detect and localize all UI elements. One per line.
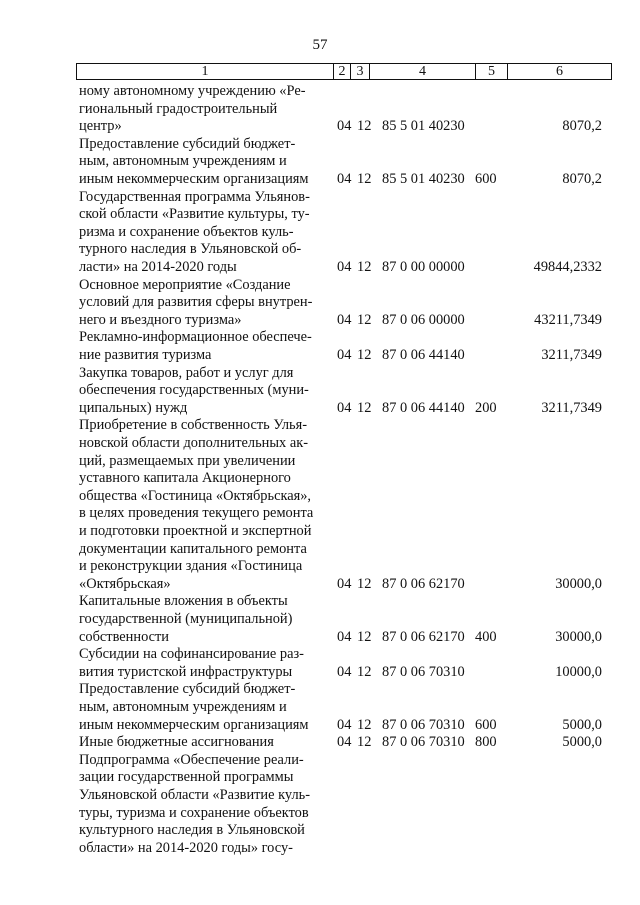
- description-line: и реконструкции здания «Гостиница: [79, 558, 303, 575]
- col-razdel: 12: [357, 311, 372, 328]
- col-csr: 87 0 06 70310: [382, 734, 465, 751]
- col-ved: 04: [337, 258, 352, 275]
- row-description: [79, 681, 331, 734]
- description-line: центр»: [79, 118, 122, 135]
- description-line: Государственная программа Ульянов-: [79, 188, 310, 205]
- col-ved: 04: [337, 170, 352, 187]
- col-csr: 87 0 06 62170: [382, 575, 465, 592]
- description-line: ному автономному учреждению «Ре-: [79, 83, 306, 99]
- col-ved: 04: [337, 716, 352, 733]
- col-amount: 10000,0: [555, 663, 602, 680]
- description-line: Субсидии на софинансирование раз-: [79, 646, 304, 663]
- description-line: ризма и сохранение объектов куль-: [79, 223, 294, 240]
- col-amount: 5000,0: [562, 716, 602, 733]
- description-line: государственной (муниципальной): [79, 610, 293, 627]
- row-description: [79, 417, 331, 593]
- description-line: Основное мероприятие «Создание: [79, 276, 291, 293]
- description-line: ным, автономным учреждениям и: [79, 698, 287, 715]
- description-line: общества «Гостиница «Октябрьская»,: [79, 487, 312, 504]
- col-vr: 400: [475, 628, 497, 645]
- description-line: в целях проведения текущего ремонта: [79, 505, 314, 522]
- col-vr: 800: [475, 734, 497, 751]
- description-line: ципальных) нужд: [79, 399, 188, 416]
- row-description: [79, 277, 331, 330]
- header-col-6: 6: [556, 64, 563, 79]
- col-amount: 49844,2332: [533, 258, 602, 275]
- header-col-3: 3: [351, 64, 370, 79]
- header-col-5: 5: [476, 64, 508, 79]
- col-csr: 87 0 06 44140: [382, 399, 465, 416]
- description-line: турного наследия в Ульяновской об-: [79, 241, 302, 258]
- col-razdel: 12: [357, 258, 372, 275]
- description-line: Иные бюджетные ассигнования: [79, 734, 274, 751]
- description-line: и подготовки проектной и экспертной: [79, 522, 312, 539]
- col-vr: 600: [475, 170, 497, 187]
- row-description: [79, 593, 331, 646]
- col-ved: 04: [337, 118, 352, 135]
- col-amount: 3211,7349: [541, 399, 602, 416]
- description-line: области» на 2014-2020 годы» госу-: [79, 839, 293, 856]
- col-razdel: 12: [357, 663, 372, 680]
- row-description: [79, 329, 331, 364]
- col-razdel: 12: [357, 716, 372, 733]
- description-line: гиональный градостроительный: [79, 100, 278, 117]
- col-razdel: 12: [357, 575, 372, 592]
- col-amount: 30000,0: [555, 628, 602, 645]
- col-csr: 87 0 06 62170: [382, 628, 465, 645]
- col-csr: 87 0 06 00000: [382, 311, 465, 328]
- description-line: Рекламно-информационное обеспече-: [79, 329, 312, 346]
- description-line: уставного капитала Акционерного: [79, 470, 291, 487]
- description-line: обеспечения государственных (муни-: [79, 382, 309, 399]
- description-line: Предоставление субсидий бюджет-: [79, 681, 296, 698]
- col-razdel: 12: [357, 170, 372, 187]
- description-line: Ульяновской области «Развитие куль-: [79, 786, 311, 803]
- description-line: Капитальные вложения в объекты: [79, 593, 288, 610]
- description-line: Подпрограмма «Обеспечение реали-: [79, 751, 304, 768]
- col-amount: 5000,0: [562, 734, 602, 751]
- col-csr: 85 5 01 40230: [382, 118, 465, 135]
- description-line: документации капитального ремонта: [79, 540, 307, 557]
- col-ved: 04: [337, 346, 352, 363]
- description-line: условий для развития сферы внутрен-: [79, 294, 313, 311]
- description-line: него и въездного туризма»: [79, 311, 242, 328]
- description-line: ской области «Развитие культуры, ту-: [79, 206, 310, 223]
- description-line: туры, туризма и сохранение объектов: [79, 804, 309, 821]
- col-razdel: 12: [357, 346, 372, 363]
- col-vr: 600: [475, 716, 497, 733]
- col-csr: 87 0 06 44140: [382, 346, 465, 363]
- col-ved: 04: [337, 575, 352, 592]
- page-number: 57: [312, 37, 328, 53]
- row-description: [79, 365, 331, 418]
- description-line: новской области дополнительных ак-: [79, 434, 309, 451]
- row-description: [79, 646, 331, 681]
- col-amount: 43211,7349: [534, 311, 602, 328]
- row-description: [79, 734, 331, 752]
- col-amount: 8070,2: [562, 170, 602, 187]
- description-line: культурного наследия в Ульяновской: [79, 822, 305, 839]
- header-col-2: 2: [334, 64, 351, 79]
- col-amount: 30000,0: [555, 575, 602, 592]
- description-line: Предоставление субсидий бюджет-: [79, 135, 296, 152]
- description-line: ласти» на 2014-2020 годы: [79, 258, 237, 275]
- col-amount: 3211,7349: [541, 346, 602, 363]
- header-col-1: 1: [77, 64, 334, 79]
- col-razdel: 12: [357, 734, 372, 751]
- description-line: собственности: [79, 628, 170, 645]
- col-csr: 85 5 01 40230: [382, 170, 465, 187]
- col-razdel: 12: [357, 399, 372, 416]
- description-line: зации государственной программы: [79, 769, 294, 786]
- col-ved: 04: [337, 663, 352, 680]
- col-ved: 04: [337, 399, 352, 416]
- col-amount: 8070,2: [562, 118, 602, 135]
- col-razdel: 12: [357, 118, 372, 135]
- table-header: [76, 63, 612, 80]
- description-line: Закупка товаров, работ и услуг для: [79, 364, 294, 381]
- col-ved: 04: [337, 311, 352, 328]
- row-description: [79, 136, 331, 189]
- col-ved: 04: [337, 734, 352, 751]
- row-description: [79, 189, 331, 277]
- description-line: ций, размещаемых при увеличении: [79, 452, 296, 469]
- description-line: иным некоммерческим организациям: [79, 716, 309, 733]
- description-line: «Октябрьская»: [79, 575, 171, 592]
- description-line: ным, автономным учреждениям и: [79, 153, 287, 170]
- col-ved: 04: [337, 628, 352, 645]
- description-line: ние развития туризма: [79, 346, 212, 363]
- col-razdel: 12: [357, 628, 372, 645]
- row-description: [79, 752, 331, 858]
- description-line: Приобретение в собственность Улья-: [79, 417, 308, 434]
- header-col-4: 4: [370, 64, 476, 79]
- description-line: иным некоммерческим организациям: [79, 170, 309, 187]
- col-csr: 87 0 06 70310: [382, 663, 465, 680]
- row-description: [79, 83, 331, 136]
- col-vr: 200: [475, 399, 497, 416]
- col-csr: 87 0 06 70310: [382, 716, 465, 733]
- description-line: вития туристской инфраструктуры: [79, 663, 293, 680]
- col-csr: 87 0 00 00000: [382, 258, 465, 275]
